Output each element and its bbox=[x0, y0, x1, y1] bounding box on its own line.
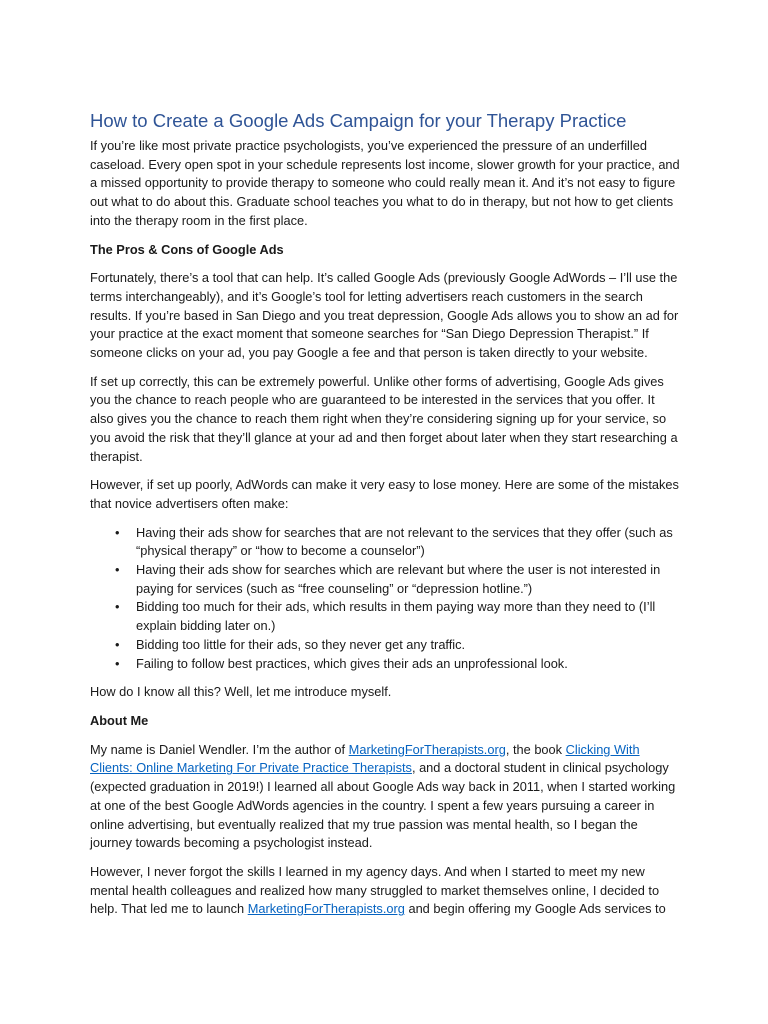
bullet-icon: • bbox=[115, 636, 120, 652]
mistakes-list bbox=[90, 524, 680, 674]
pros-cons-paragraph-3: However, if set up poorly, AdWords can make it very easy to lose money. Here are some of the mistakes that novice advertisers often make: bbox=[90, 477, 679, 511]
about-text-segment: and begin offering my Google Ads services to bbox=[404, 901, 666, 917]
about-text-segment: However, I never forgot the skills I learned in my agency days. And when I started to meet my new mental health colleagues and realized how many struggled to market themselves online, I decided to help. That led me to launch bbox=[90, 863, 660, 917]
bullet-icon: • bbox=[115, 562, 120, 578]
about-text-segment: , the book bbox=[505, 741, 566, 757]
page-title: How to Create a Google Ads Campaign for your Therapy Practice bbox=[90, 110, 627, 131]
marketing-for-therapists-link[interactable]: MarketingForTherapists.org bbox=[348, 741, 506, 757]
list-item bbox=[115, 636, 680, 655]
bullet-icon: • bbox=[115, 524, 120, 540]
pros-cons-paragraph-2: If set up correctly, this can be extremely powerful. Unlike other forms of advertising, Google Ads gives you the chance to reach people who are guaranteed to be interested in the services that you offer. It also gives you the chance to reach them right when they’re considering signing up for your service, so you avoid the risk that they’ll glance at your ad and then forget about later when they start researching a therapist. bbox=[90, 373, 678, 464]
pros-cons-paragraph-1: Fortunately, there’s a tool that can help. It’s called Google Ads (previously Google AdWords – I’ll use the terms interchangeably), and it’s Google’s tool for letting advertisers reach customers in the search results. If you’re based in San Diego and you treat depression, Google Ads allows you to show an ad for your practice at the exact moment that someone searches for “San Diego Depression Therapist.” If someone clicks on your ad, you pay Google a fee and that person is taken directly to your website. bbox=[90, 270, 679, 361]
bullet-icon: • bbox=[115, 599, 120, 615]
bullet-icon: • bbox=[115, 655, 120, 671]
about-text-segment: My name is Daniel Wendler. I’m the author of bbox=[90, 741, 349, 757]
clicking-with-clients-book-link[interactable]: Clicking With Clients: Online Marketing For Private Practice Therapists bbox=[90, 741, 640, 776]
list-item-text: Bidding too little for their ads, so they never get any traffic. bbox=[136, 636, 466, 652]
list-item-text: Having their ads show for searches which are relevant but where the user is not interested in paying for services (such as “free counseling” or “depression hotline.”) bbox=[136, 562, 661, 596]
list-item-text: Failing to follow best practices, which gives their ads an unprofessional look. bbox=[136, 655, 568, 671]
about-text-segment: , and a doctoral student in clinical psychology (expected graduation in 2019!) I learned all about Google Ads way back in 2011, when I started working at one of the best Google AdWords agencies in the country. I spent a few years pursuing a career in online advertising, but eventually realized that my true passion was mental health, so I began the journey towards becoming a psychologist instead. bbox=[90, 760, 676, 851]
list-item bbox=[115, 655, 680, 674]
pros-cons-paragraph-4: How do I know all this? Well, let me introduce myself. bbox=[90, 684, 392, 700]
list-item bbox=[115, 561, 680, 598]
marketing-for-therapists-link[interactable]: MarketingForTherapists.org bbox=[247, 901, 405, 917]
list-item-text: Having their ads show for searches that are not relevant to the services that they offer (such as “physical therapy” or “how to become a counselor”) bbox=[136, 524, 673, 559]
about-me-paragraph-2 bbox=[90, 863, 680, 919]
list-item bbox=[115, 524, 680, 561]
section-heading-pros-cons: The Pros & Cons of Google Ads bbox=[90, 241, 284, 257]
document-page bbox=[90, 108, 680, 929]
list-item bbox=[115, 598, 680, 635]
section-heading-about-me: About Me bbox=[90, 712, 149, 728]
about-me-paragraph-1 bbox=[90, 741, 680, 853]
intro-paragraph: If you’re like most private practice psychologists, you’ve experienced the pressure of an underfilled caseload. Every open spot in your schedule represents lost income, slower growth for your practice, and a missed opportunity to provide therapy to someone who could really mean it. And it’s not easy to figure out what to do about this. Graduate school teaches you what to do in therapy, but not how to get clients into the therapy room in the first place. bbox=[90, 138, 680, 228]
list-item-text: Bidding too much for their ads, which results in them paying way more than they need to (I’ll explain bidding later on.) bbox=[136, 599, 656, 634]
